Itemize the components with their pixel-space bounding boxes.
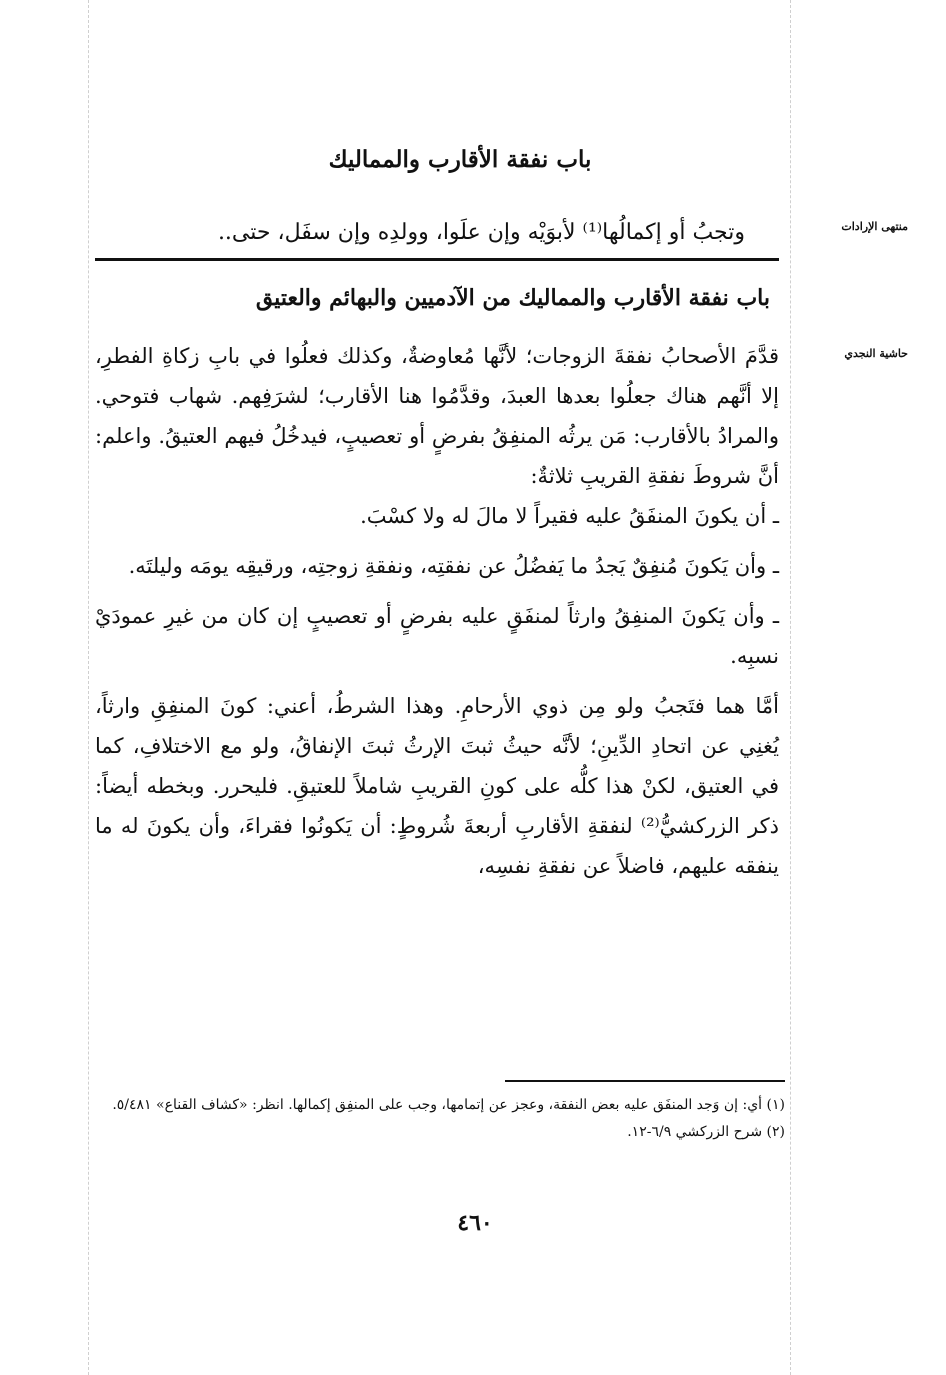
paragraph: أمَّا هما فتَجبُ ولو مِن ذوي الأرحامِ. وهذا الشرطُ، أعني: كونَ المنفِقِ وارثاً، يُغنِي عن اتحادِ الدِّينِ؛ لأنَّه حيثُ ثبتَ الإرثُ ثبتَ الإنفاقُ، ولو مع الاختلافِ، كما في العتيق، لكنْ هذا كلُّه على كونِ القريبِ شاملاً للعتيقِ. فليحرر. وبخطه أيضاً: ذكر الزركشيُّ⁽²⁾ لنفقةِ الأقاربِ أربعةَ شُروطٍ: أن يَكونُوا فقراءَ، وأن يكونَ له ما ينفقه عليهم، فاضلاً عن نفقةِ نفسِه،	[95, 694, 779, 878]
side-label-hashiya: حاشية النجدي	[844, 347, 908, 360]
footnote: (٢) شرح الزركشي ٦/٩-١٢.	[627, 1124, 785, 1140]
matn-divider	[95, 258, 779, 261]
page-title: باب نفقة الأقارب والمماليك	[328, 146, 592, 173]
scan-guide-line	[790, 0, 791, 1375]
paragraph: قدَّمَ الأصحابُ نفقةَ الزوجات؛ لأنَّها مُعاوضةٌ، وكذلك فعلُوا في بابِ زكاةِ الفطرِ، إلا أنَّهم هناك جعلُوا بعدها العبدَ، وقدَّمُوا هنا الأقارب؛ لشرَفِهم. شهاب فتوحي. والمرادُ بالأقارب: مَن يرثُه المنفِقُ بفرضٍ أو تعصيبٍ، فيدخُلُ فيهم العتيقُ. واعلم: أنَّ شروطَ نفقةِ القريبِ ثلاثةٌ:	[95, 344, 779, 488]
paragraph: ـ وأن يَكونَ المنفِقُ وارثاً لمنفَقٍ عليه بفرضٍ أو تعصيبٍ إن كان من غيرِ عمودَيْ نسبِه.	[95, 604, 779, 668]
matn-text: وتجبُ أو إكمالُها⁽¹⁾ لأبوَيْه وإن علَوا، وولدِه وإن سفَل، حتى..	[217, 220, 745, 245]
side-label-muntaha: منتهى الإرادات	[841, 220, 908, 233]
footnote: (١) أي: إن وَجد المنفَق عليه بعض النفقة، وعجز عن إتمامها، وجب على المنفِق إكمالها. انظر: «كشاف القناع» ٥/٤٨١.	[112, 1097, 785, 1113]
paragraph: ـ وأن يَكونَ مُنفِقٌ يَجدُ ما يَفضُلُ عن نفقتِه، ونفقةِ زوجتِه، ورقيقِه يومَه وليلتَه.	[128, 554, 779, 578]
page-number: ٤٦٠	[457, 1210, 493, 1236]
footnotes	[95, 1092, 785, 1146]
footnote-divider	[505, 1080, 785, 1082]
section-title: باب نفقة الأقارب والمماليك من الآدميين والبهائم والعتيق	[255, 285, 770, 311]
scan-guide-line	[88, 0, 89, 1375]
commentary-body	[95, 336, 779, 886]
paragraph: ـ أن يكونَ المنفَقُ عليه فقيراً لا مالَ له ولا كسْبَ.	[360, 504, 779, 528]
